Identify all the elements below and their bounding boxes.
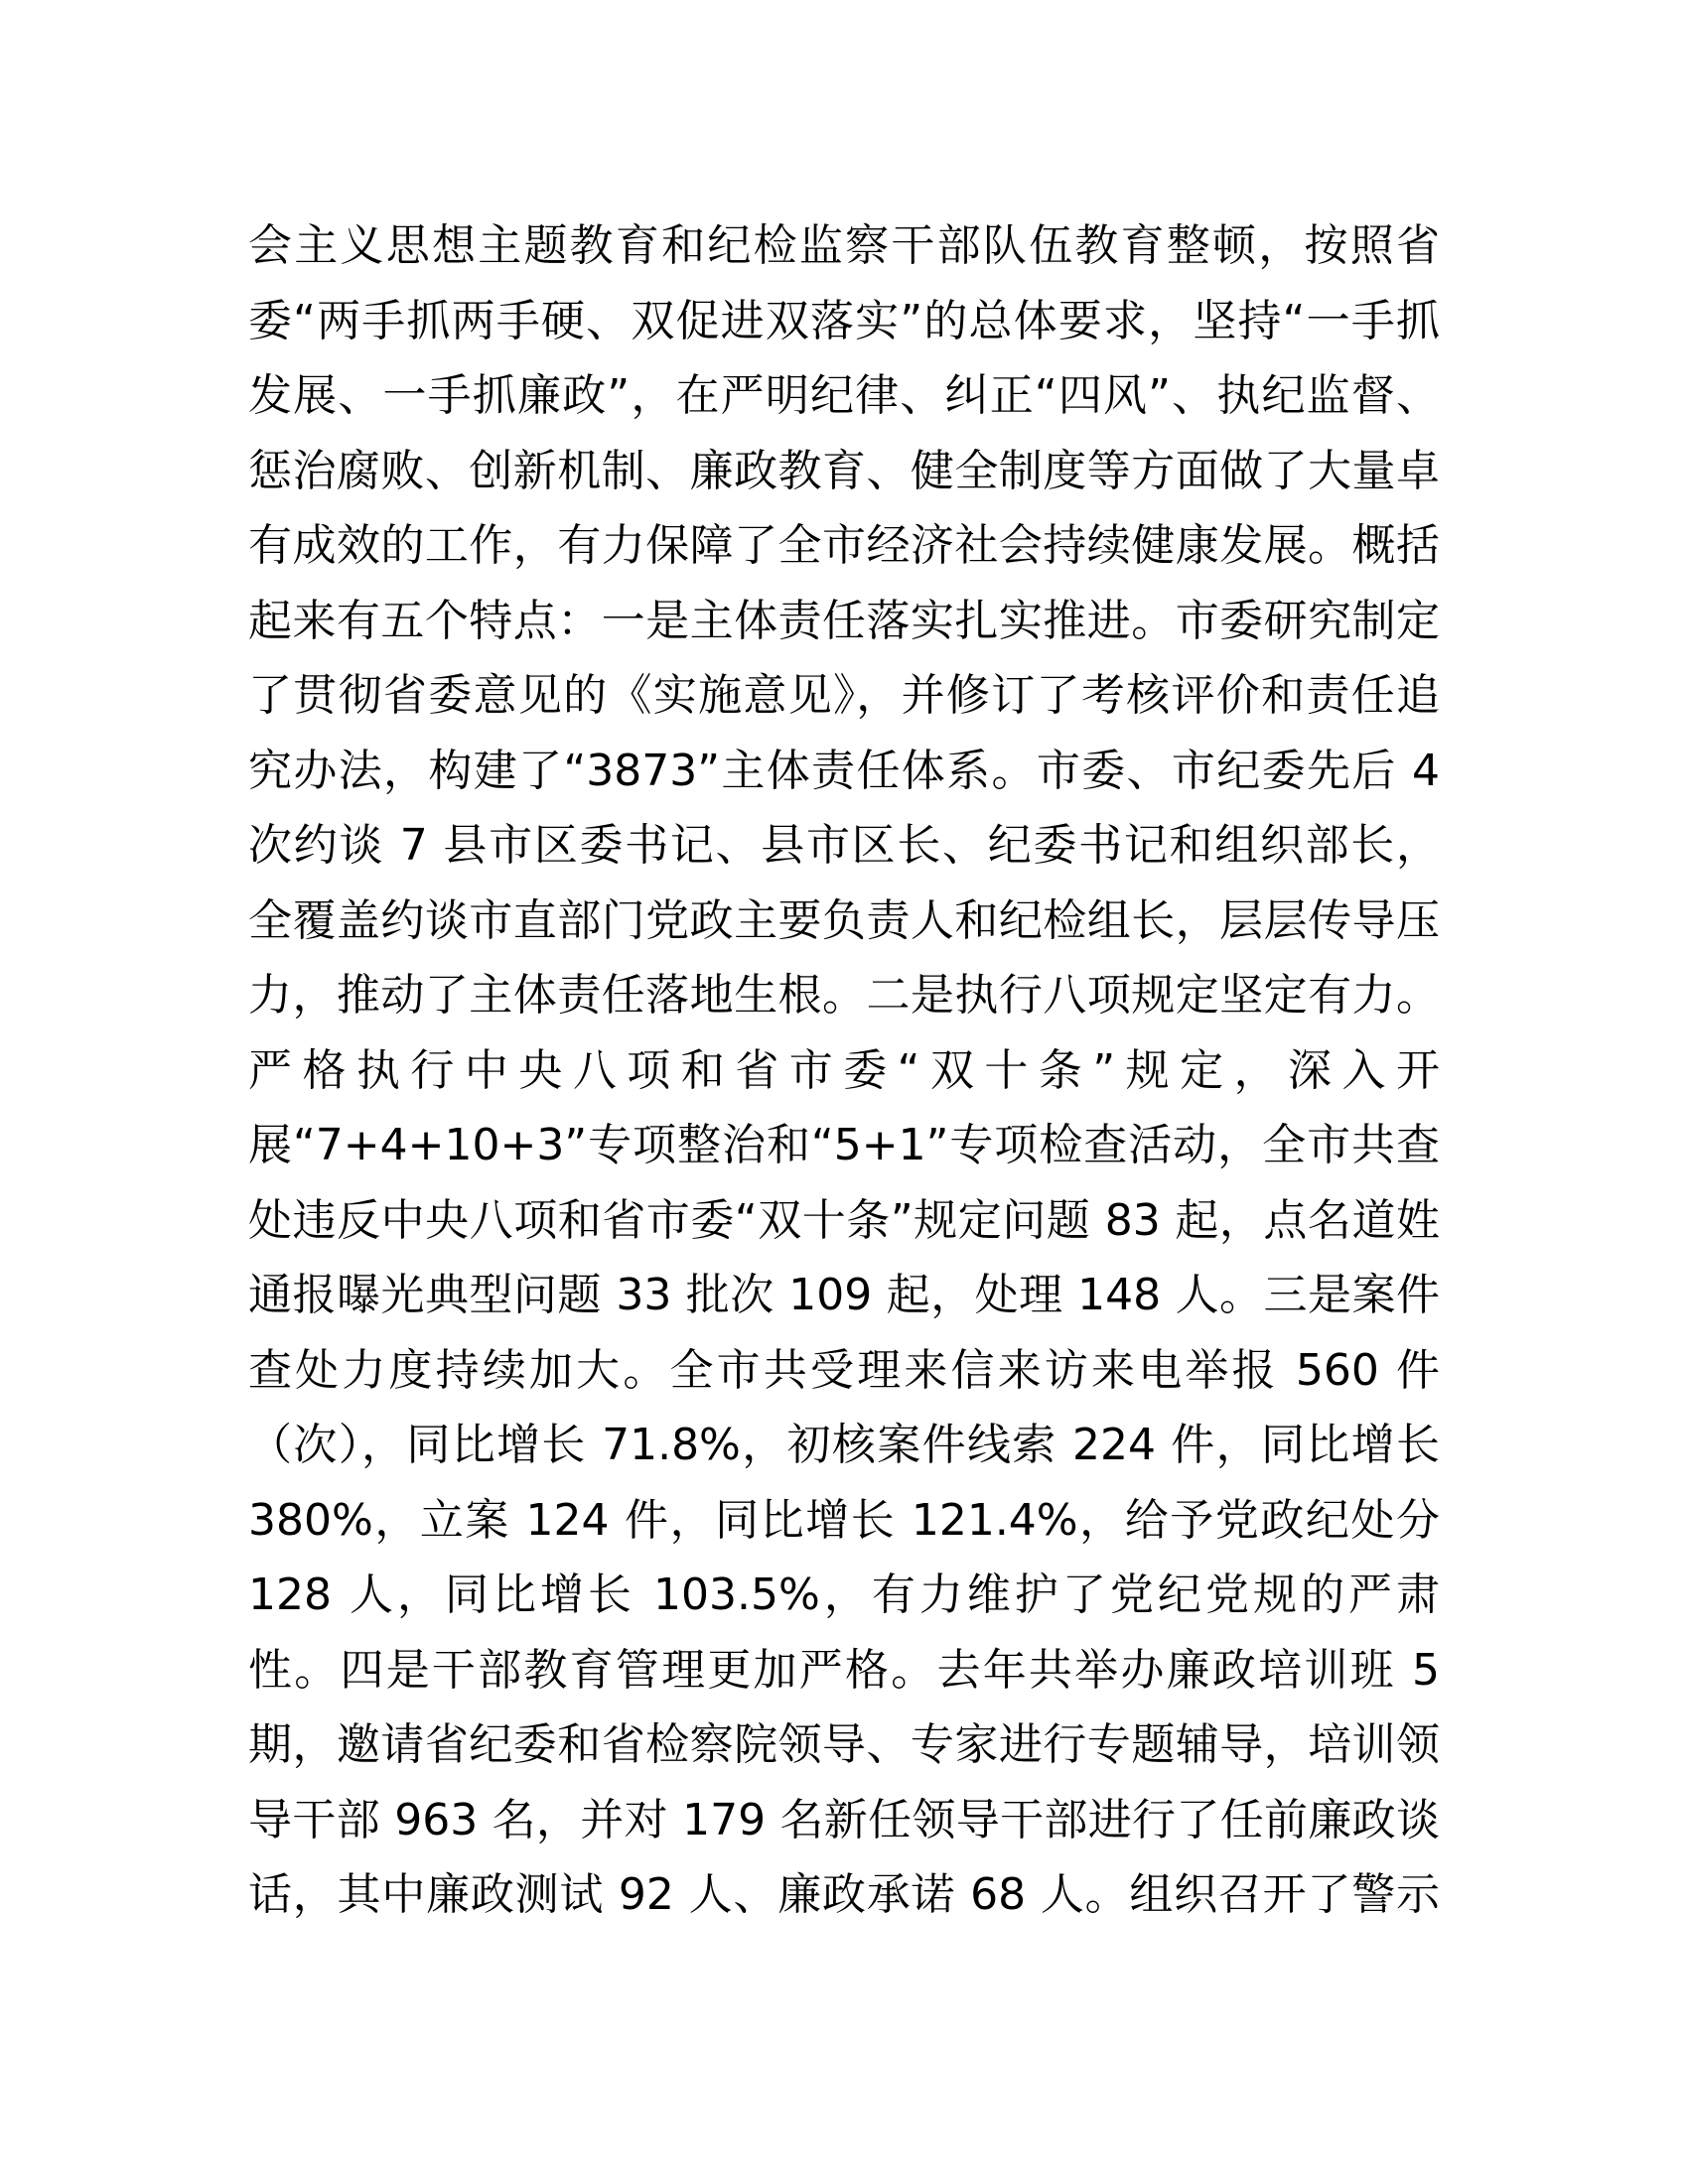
text-line: 展“7+4+10+3”专项整治和“5+1”专项检查活动，全市共查 xyxy=(248,1120,1440,1170)
text-line: 会主义思想主题教育和纪检监察干部队伍教育整顿，按照省 xyxy=(248,220,1440,271)
text-line: 发展、一手抓廉政”，在严明纪律、纠正“四风”、执纪监督、 xyxy=(248,370,1440,421)
text-line: 起来有五个特点：一是主体责任落实扎实推进。市委研究制定 xyxy=(248,595,1440,646)
text-line: 全覆盖约谈市直部门党政主要负责人和纪检组长，层层传导压 xyxy=(248,894,1440,946)
text-line: （次），同比增长 71.8%，初核案件线索 224 件，同比增长 xyxy=(248,1420,1440,1470)
text-line: 处违反中央八项和省市委“双十条”规定问题 83 起，点名道姓 xyxy=(248,1194,1440,1246)
text-line: 严格执行中央八项和省市委“双十条”规定，深入开 xyxy=(248,1044,1440,1096)
text-line: 有成效的工作，有力保障了全市经济社会持续健康发展。概括 xyxy=(248,520,1440,571)
text-line: 惩治腐败、创新机制、廉政教育、健全制度等方面做了大量卓 xyxy=(248,445,1440,496)
text-line: 通报曝光典型问题 33 批次 109 起，处理 148 人。三是案件 xyxy=(248,1270,1440,1320)
text-line: 128 人，同比增长 103.5%，有力维护了党纪党规的严肃 xyxy=(248,1570,1440,1620)
text-line: 性。四是干部教育管理更加严格。去年共举办廉政培训班 5 xyxy=(248,1644,1440,1696)
text-line: 导干部 963 名，并对 179 名新任领导干部进行了任前廉政谈 xyxy=(248,1794,1440,1845)
text-line: 期，邀请省纪委和省检察院领导、专家进行专题辅导，培训领 xyxy=(248,1719,1440,1770)
text-line: 委“两手抓两手硬、双促进双落实”的总体要求，坚持“一手抓 xyxy=(248,295,1440,346)
body-paragraph xyxy=(248,208,1440,1933)
text-line: 次约谈 7 县市区委书记、县市区长、纪委书记和组织部长， xyxy=(248,820,1440,871)
text-line: 380%，立案 124 件，同比增长 121.4%，给予党政纪处分 xyxy=(248,1494,1440,1546)
text-line: 了贯彻省委意见的《实施意见》，并修订了考核评价和责任追 xyxy=(248,670,1440,721)
text-line: 究办法，构建了“3873”主体责任体系。市委、市纪委先后 4 xyxy=(248,745,1440,796)
text-line: 力，推动了主体责任落地生根。二是执行八项规定坚定有力。 xyxy=(248,970,1440,1021)
text-line: 查处力度持续加大。全市共受理来信来访来电举报 560 件 xyxy=(248,1344,1440,1396)
text-line: 话，其中廉政测试 92 人、廉政承诺 68 人。组织召开了警示 xyxy=(248,1869,1440,1920)
